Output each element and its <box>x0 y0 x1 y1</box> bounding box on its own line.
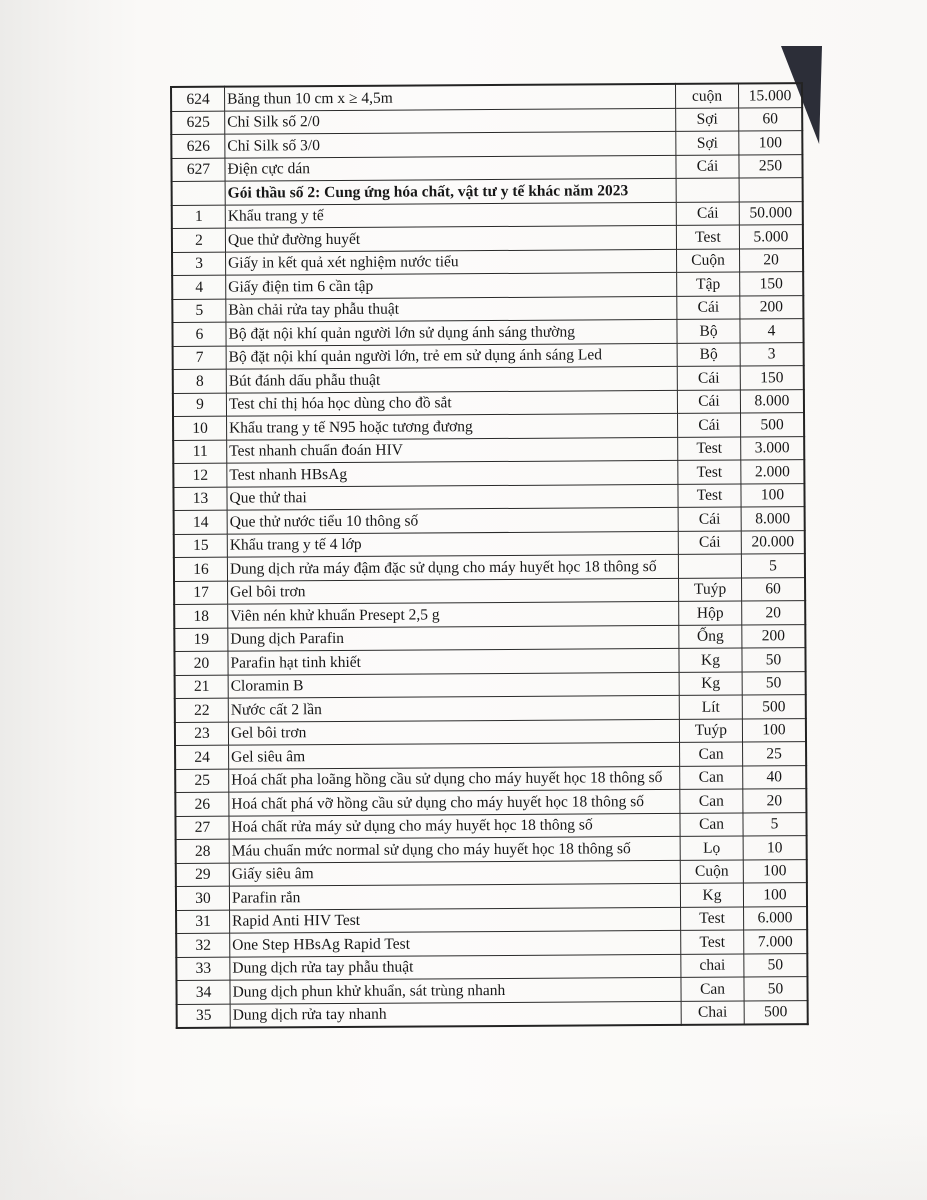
row-number-cell: 24 <box>175 745 229 769</box>
row-number-cell: 26 <box>175 792 229 816</box>
row-number-cell: 18 <box>174 604 228 628</box>
unit-cell: Sợi <box>676 108 739 132</box>
row-number-cell: 7 <box>173 346 227 370</box>
row-number-cell: 10 <box>173 416 227 440</box>
row-number-cell: 21 <box>175 675 229 699</box>
unit-cell: Can <box>680 742 743 766</box>
description-cell: Bộ đặt nội khí quản người lớn, trẻ em sử dụng ánh sáng Led <box>226 343 677 369</box>
unit-cell: Ống <box>679 625 742 649</box>
description-cell: Chỉ Silk số 3/0 <box>225 131 676 157</box>
row-number-cell: 2 <box>172 228 226 252</box>
row-number-cell: 35 <box>177 1004 231 1028</box>
quantity-cell: 15.000 <box>738 83 802 107</box>
quantity-cell: 8.000 <box>741 507 805 531</box>
unit-cell: Cái <box>678 413 741 437</box>
description-cell: Que thử nước tiểu 10 thông số <box>227 507 678 533</box>
description-cell: Bàn chải rửa tay phẫu thuật <box>226 296 677 322</box>
quantity-cell: 100 <box>741 483 805 507</box>
unit-cell: Tuýp <box>679 578 742 602</box>
unit-cell: Cuộn <box>680 860 743 884</box>
row-number-cell: 19 <box>174 628 228 652</box>
quantity-cell: 20 <box>740 248 804 272</box>
quantity-cell: 10 <box>743 836 807 860</box>
description-cell: Viên nén khử khuẩn Presept 2,5 g <box>228 601 679 627</box>
description-cell: Gói thầu số 2: Cung ứng hóa chất, vật tư y tế khác năm 2023 <box>225 178 676 204</box>
description-cell: Dung dịch Parafin <box>228 625 679 651</box>
quantity-cell: 200 <box>740 295 804 319</box>
row-number-cell: 5 <box>172 299 226 323</box>
quantity-cell: 250 <box>739 154 803 178</box>
unit-cell: Cái <box>678 507 741 531</box>
quantity-cell: 50.000 <box>739 201 803 225</box>
description-cell: Khẩu trang y tế N95 hoặc tương đương <box>227 413 678 439</box>
row-number-cell: 16 <box>174 557 228 581</box>
description-cell: Nước cất 2 lần <box>228 695 679 721</box>
description-cell: Băng thun 10 cm x ≥ 4,5m <box>225 84 676 111</box>
description-cell: Dung dịch phun khử khuẩn, sát trùng nhanh <box>230 977 681 1003</box>
quantity-cell: 100 <box>743 883 807 907</box>
row-number-cell: 624 <box>171 87 225 111</box>
quantity-cell: 40 <box>743 765 807 789</box>
description-cell: Giấy điện tim 6 cần tập <box>226 272 677 298</box>
unit-cell: Hộp <box>679 601 742 625</box>
quantity-cell: 2.000 <box>741 460 805 484</box>
table-row <box>177 1000 808 1028</box>
quantity-cell: 100 <box>742 718 806 742</box>
row-number-cell: 31 <box>176 910 230 934</box>
row-number-cell: 627 <box>171 158 225 182</box>
quantity-cell <box>739 178 803 202</box>
row-number-cell: 33 <box>176 957 230 981</box>
description-cell: One Step HBsAg Rapid Test <box>230 930 681 956</box>
unit-cell: Tuýp <box>679 719 742 743</box>
description-cell: Dung dịch rửa tay phẫu thuật <box>230 954 681 980</box>
description-cell: Rapid Anti HIV Test <box>230 907 681 933</box>
row-number-cell: 27 <box>175 816 229 840</box>
quantity-cell: 50 <box>742 648 806 672</box>
unit-cell: Test <box>676 225 739 249</box>
unit-cell: chai <box>681 954 744 978</box>
row-number-cell: 22 <box>175 698 229 722</box>
quantity-cell: 100 <box>739 131 803 155</box>
quantity-cell: 20 <box>742 601 806 625</box>
quantity-cell: 5 <box>741 554 805 578</box>
description-cell: Khẩu trang y tế <box>225 202 676 228</box>
quantity-cell: 6.000 <box>744 906 808 930</box>
unit-cell: Test <box>678 437 741 461</box>
unit-cell: Cái <box>676 202 739 226</box>
description-cell: Parafin hạt tinh khiết <box>228 648 679 674</box>
description-cell: Dung dịch rửa tay nhanh <box>230 1001 681 1028</box>
unit-cell: Can <box>680 766 743 790</box>
quantity-cell: 150 <box>740 272 804 296</box>
description-cell: Máu chuẩn mức normal sử dụng cho máy huyết học 18 thông số <box>229 836 680 862</box>
unit-cell: Kg <box>680 883 743 907</box>
unit-cell: Kg <box>679 672 742 696</box>
row-number-cell: 6 <box>172 322 226 346</box>
unit-cell: Cái <box>677 296 740 320</box>
description-cell: Giấy in kết quả xét nghiệm nước tiểu <box>226 249 677 275</box>
quantity-cell: 500 <box>744 1000 808 1024</box>
description-cell: Giấy siêu âm <box>229 860 680 886</box>
supply-table <box>170 82 809 1029</box>
row-number-cell: 15 <box>174 534 228 558</box>
description-cell: Que thử đường huyết <box>225 225 676 251</box>
unit-cell: cuộn <box>675 84 738 108</box>
description-cell: Parafin rắn <box>229 883 680 909</box>
row-number-cell: 34 <box>176 980 230 1004</box>
row-number-cell: 626 <box>171 134 225 158</box>
quantity-cell: 50 <box>742 671 806 695</box>
unit-cell: Cái <box>677 366 740 390</box>
unit-cell: Can <box>681 977 744 1001</box>
row-number-cell: 11 <box>173 440 227 464</box>
row-number-cell: 29 <box>176 863 230 887</box>
description-cell: Chỉ Silk số 2/0 <box>225 108 676 134</box>
unit-cell: Test <box>678 460 741 484</box>
unit-cell: Can <box>680 813 743 837</box>
row-number-cell: 17 <box>174 581 228 605</box>
description-cell: Dung dịch rửa máy đậm đặc sử dụng cho máy huyết học 18 thông số <box>227 554 678 580</box>
unit-cell: Cái <box>677 390 740 414</box>
unit-cell: Cái <box>676 155 739 179</box>
row-number-cell: 28 <box>176 839 230 863</box>
unit-cell: Sợi <box>676 131 739 155</box>
quantity-cell: 150 <box>740 366 804 390</box>
description-cell: Bút đánh dấu phẫu thuật <box>226 366 677 392</box>
quantity-cell: 7.000 <box>744 930 808 954</box>
description-cell: Điện cực dán <box>225 155 676 181</box>
unit-cell: Tập <box>677 272 740 296</box>
row-number-cell: 9 <box>173 393 227 417</box>
row-number-cell: 23 <box>175 722 229 746</box>
unit-cell <box>676 178 739 202</box>
supply-table-body <box>171 83 808 1028</box>
quantity-cell: 4 <box>740 319 804 343</box>
quantity-cell: 3.000 <box>741 436 805 460</box>
row-number-cell: 13 <box>173 487 227 511</box>
description-cell: Gel siêu âm <box>229 742 680 768</box>
unit-cell: Bộ <box>677 319 740 343</box>
quantity-cell: 3 <box>740 342 804 366</box>
unit-cell: Lọ <box>680 836 743 860</box>
quantity-cell: 60 <box>742 577 806 601</box>
quantity-cell: 20 <box>743 789 807 813</box>
description-cell: Gel bôi trơn <box>228 578 679 604</box>
quantity-cell: 500 <box>741 413 805 437</box>
description-cell: Hoá chất rửa máy sử dụng cho máy huyết học 18 thông số <box>229 813 680 839</box>
unit-cell: Cuộn <box>677 249 740 273</box>
description-cell: Gel bôi trơn <box>228 719 679 745</box>
unit-cell: Kg <box>679 648 742 672</box>
description-cell: Hoá chất phá vỡ hồng cầu sử dụng cho máy huyết học 18 thông số <box>229 789 680 815</box>
description-cell: Bộ đặt nội khí quản người lớn sử dụng ánh sáng thường <box>226 319 677 345</box>
row-number-cell <box>172 181 226 205</box>
description-cell: Test nhanh HBsAg <box>227 460 678 486</box>
unit-cell: Test <box>678 484 741 508</box>
unit-cell <box>678 554 741 578</box>
description-cell: Test nhanh chuẩn đoán HIV <box>227 437 678 463</box>
row-number-cell: 32 <box>176 933 230 957</box>
row-number-cell: 25 <box>175 769 229 793</box>
row-number-cell: 20 <box>174 651 228 675</box>
document-table-container <box>170 82 795 1029</box>
row-number-cell: 3 <box>172 252 226 276</box>
row-number-cell: 14 <box>174 510 228 534</box>
quantity-cell: 5 <box>743 812 807 836</box>
quantity-cell: 25 <box>743 742 807 766</box>
quantity-cell: 500 <box>742 695 806 719</box>
description-cell: Cloramin B <box>228 672 679 698</box>
quantity-cell: 60 <box>739 107 803 131</box>
description-cell: Khẩu trang y tế 4 lớp <box>227 531 678 557</box>
quantity-cell: 200 <box>742 624 806 648</box>
description-cell: Que thử thai <box>227 484 678 510</box>
row-number-cell: 30 <box>176 886 230 910</box>
row-number-cell: 12 <box>173 463 227 487</box>
quantity-cell: 100 <box>743 859 807 883</box>
row-number-cell: 625 <box>171 111 225 135</box>
quantity-cell: 20.000 <box>741 530 805 554</box>
quantity-cell: 5.000 <box>739 225 803 249</box>
description-cell: Test chỉ thị hóa học dùng cho đồ sắt <box>226 390 677 416</box>
unit-cell: Test <box>681 930 744 954</box>
description-cell: Hoá chất pha loãng hồng cầu sử dụng cho máy huyết học 18 thông số <box>229 766 680 792</box>
row-number-cell: 8 <box>173 369 227 393</box>
quantity-cell: 50 <box>744 953 808 977</box>
row-number-cell: 1 <box>172 205 226 229</box>
unit-cell: Bộ <box>677 343 740 367</box>
unit-cell: Lít <box>679 695 742 719</box>
row-number-cell: 4 <box>172 275 226 299</box>
unit-cell: Chai <box>681 1001 744 1025</box>
unit-cell: Cái <box>678 531 741 555</box>
unit-cell: Test <box>681 907 744 931</box>
unit-cell: Can <box>680 789 743 813</box>
quantity-cell: 50 <box>744 977 808 1001</box>
quantity-cell: 8.000 <box>740 389 804 413</box>
